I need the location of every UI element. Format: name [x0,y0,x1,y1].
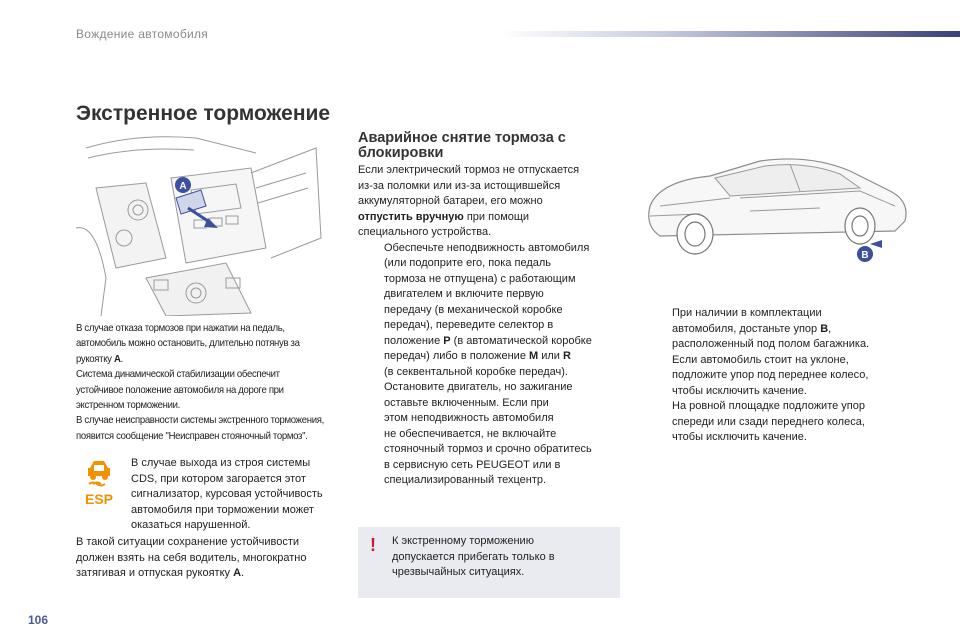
text-span: автомобиля, достаньте упор [672,322,821,335]
subtitle-line: блокировки [358,145,444,161]
text-line: автомобиля при торможении может [131,503,314,516]
text-line: сигнализатор, курсовая устойчивость [131,488,323,500]
text-line: К экстренному торможению [392,535,534,547]
marker-a-label: A [179,181,187,192]
text-line: в сервисную сеть PEUGEOT или в [384,458,561,471]
car-illustration [620,136,920,266]
gear-p: P [443,334,451,347]
caption-line: рукоятку A. [76,353,123,365]
caption-line: появится сообщение "Неисправен стояночный тормоз". [76,430,308,442]
text-line: оставьте включенным. Если при [384,396,549,409]
caption-line: В случае отказа тормозов при нажатии на педаль, [76,323,285,334]
warning-exclamation-icon: ! [370,535,376,555]
section-title: Вождение автомобиля [76,27,209,41]
text-line [358,210,638,226]
text-line: CDS, при котором загорается этот [131,472,306,485]
text-span: (в автоматической коробке [450,334,592,347]
text-line: передач), переведите селектор в [384,319,554,331]
bullet-item [646,353,906,446]
gear-m: M [529,350,539,362]
text-span: или [538,350,563,362]
text-line: допускается прибегать только в [392,550,555,563]
handle-key: A [233,567,242,579]
wheel-chock-text [646,306,906,446]
text-line: (в секвентальной коробке передач). [384,365,568,378]
text-line: из-за поломки или из-за истощившейся [358,179,561,192]
text-line: (или подоприте его, пока педаль [384,257,552,269]
caption-line: устойчивое положение автомобиля на дороге при [76,384,284,396]
gear-r: R [563,350,571,362]
text-span: при помощи [463,210,530,223]
emphasis-text: отпустить вручную [358,210,464,223]
caption-text: рукоятку [76,353,114,365]
text-line: стояночный тормоз и срочно обратитесь [384,443,592,455]
text-line: При наличии в комплектации [672,307,822,319]
text-line: специализированный техцентр. [384,474,547,486]
text-line: Обеспечьте неподвижность автомобиля [384,241,590,254]
text-span: , [828,322,832,335]
esp-paragraph [131,456,341,534]
text-line: подложите упор под переднее колесо, [672,369,869,381]
text-line: двигателем и включите первую [384,288,544,300]
text-span: передач) либо в положение [384,350,529,362]
bullet-item [358,241,638,381]
esp-icon-label: ESP [84,491,114,507]
text-line: В случае выхода из строя системы [131,457,311,469]
text-line: спереди или сзади переднего колеса, [672,415,865,428]
text-line: расположенный под полом багажника. [672,338,870,350]
text-line: Если электрический тормоз не отпускается [358,164,580,176]
caption-line: Система динамической стабилизации обеспечит [76,369,280,381]
marker-b-label: B [861,250,869,261]
header-gradient-bar [500,31,960,37]
bullet-item [646,306,906,353]
manual-release-text [358,163,638,489]
text-line: этом неподвижность автомобиля [384,412,554,424]
subtitle-line: Аварийное снятие тормоза с [358,130,566,146]
text-line [384,349,638,365]
driver-stability-paragraph [76,535,346,582]
caption-line: автомобиль можно остановить, длительно потянув за [76,338,300,350]
text-line: затягивая и отпуская рукоятку A. [76,567,245,579]
text-line: чрезвычайных ситуациях. [392,566,525,578]
text-line: оказаться нарушенной. [131,519,251,531]
text-line: специального устройства. [358,226,492,238]
text-line: В такой ситуации сохранение устойчивости [76,536,300,548]
page-title: Экстренное торможение [76,102,331,125]
text-line [672,322,906,338]
text-span: положение [384,334,444,347]
subsection-title [358,131,638,161]
text-line: На ровной площадке подложите упор [672,400,865,412]
chock-key: B [820,322,829,335]
caption-line: В случае неисправности системы экстренного торможения, [76,415,324,427]
warning-note-text [392,534,612,581]
illustration-caption [76,321,324,444]
text-line: должен взять на себя водитель, многократно [76,551,307,564]
esp-warning-icon [82,458,116,508]
text-line: чтобы исключить качение. [672,384,807,397]
caption-line: экстренном торможении. [76,400,180,412]
console-illustration [76,128,324,316]
text-line [384,334,638,350]
text-line: чтобы исключить качение. [672,431,807,443]
text-line: тормоза не отпущена) с работающим [384,272,576,285]
text-line: Если автомобиль стоит на уклоне, [672,353,849,366]
caption-key: A [113,353,121,365]
text-line: не обеспечивается, не включайте [384,427,557,440]
text-span: затягивая и отпуская рукоятку [76,567,234,579]
text-line: Остановите двигатель, но зажигание [384,381,573,393]
text-line: аккумуляторной батареи, его можно [358,195,543,207]
bullet-item [358,380,638,489]
page-number: 106 [28,613,49,627]
text-line: передачу (в механической коробке [384,303,563,316]
